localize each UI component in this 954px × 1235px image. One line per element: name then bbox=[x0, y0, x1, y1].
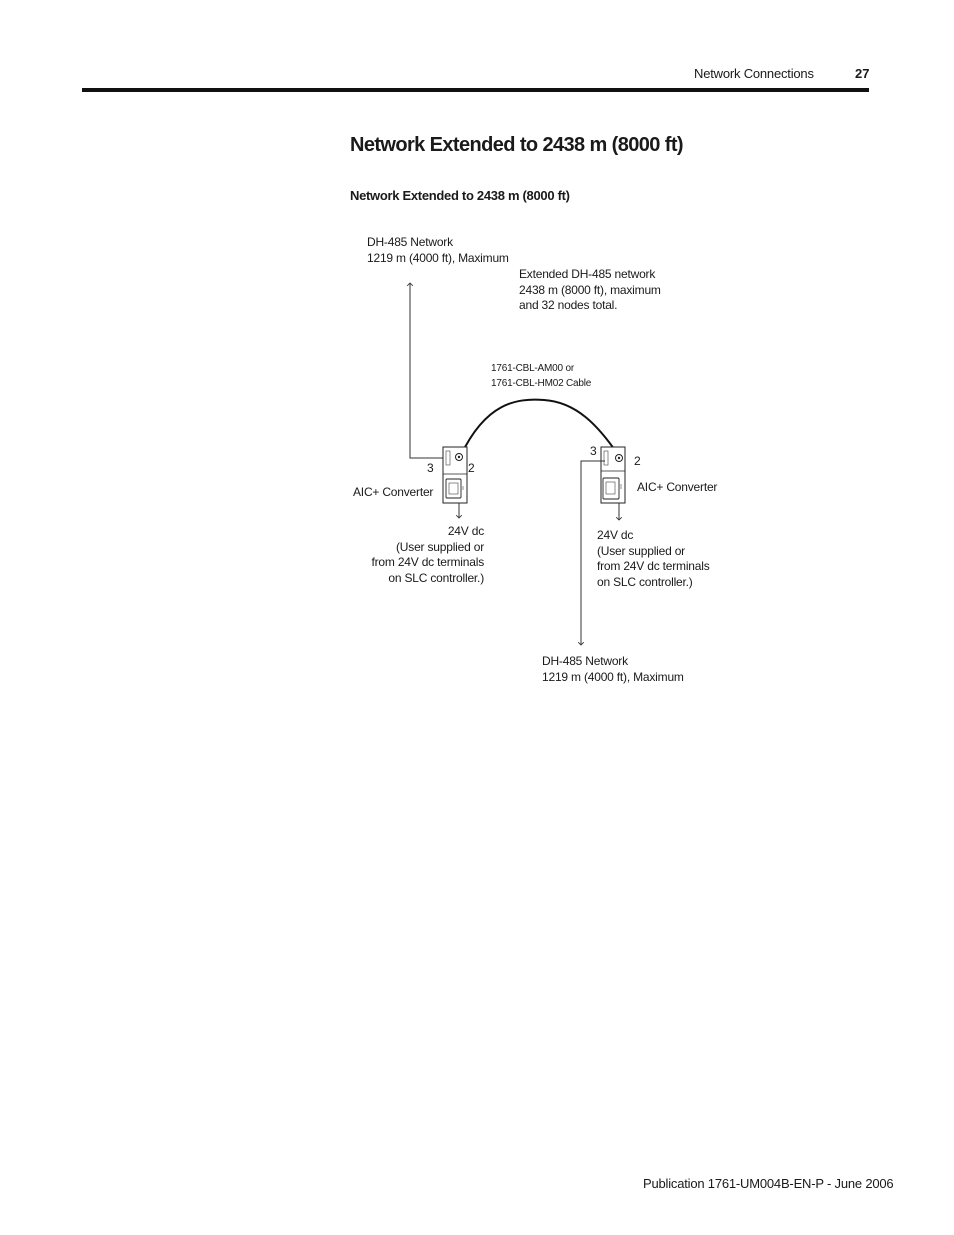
dh485-top-link bbox=[410, 283, 455, 458]
figure-caption: Network Extended to 2438 m (8000 ft) bbox=[350, 188, 570, 203]
publication-footer: Publication 1761-UM004B-EN-P - June 2006 bbox=[643, 1176, 894, 1191]
dh485-top-label: DH-485 Network 1219 m (4000 ft), Maximum bbox=[367, 235, 509, 265]
running-header-section: Network Connections bbox=[694, 66, 814, 81]
cable-label: 1761-CBL-AM00 or 1761-CBL-HM02 Cable bbox=[491, 363, 592, 389]
right-converter-device bbox=[601, 447, 625, 503]
right-port-3-label: 3 bbox=[590, 444, 597, 458]
extended-network-note: Extended DH-485 network 2438 m (8000 ft), maximum and 32 nodes total. bbox=[519, 267, 661, 312]
section-title: Network Extended to 2438 m (8000 ft) bbox=[350, 134, 683, 156]
left-power-note: 24V dc (User supplied or from 24V dc terminals on SLC controller.) bbox=[371, 524, 484, 585]
dh485-bottom-label: DH-485 Network 1219 m (4000 ft), Maximum bbox=[542, 654, 684, 684]
left-port-3-label: 3 bbox=[427, 461, 434, 475]
right-power-note: 24V dc (User supplied or from 24V dc terminals on SLC controller.) bbox=[597, 528, 710, 589]
right-converter-label: AIC+ Converter bbox=[637, 480, 718, 494]
left-port-2-label: 2 bbox=[468, 461, 475, 475]
right-port-2-label: 2 bbox=[634, 454, 641, 468]
left-converter-device bbox=[443, 447, 467, 503]
left-converter-label: AIC+ Converter bbox=[353, 485, 434, 499]
page-number: 27 bbox=[855, 66, 870, 81]
